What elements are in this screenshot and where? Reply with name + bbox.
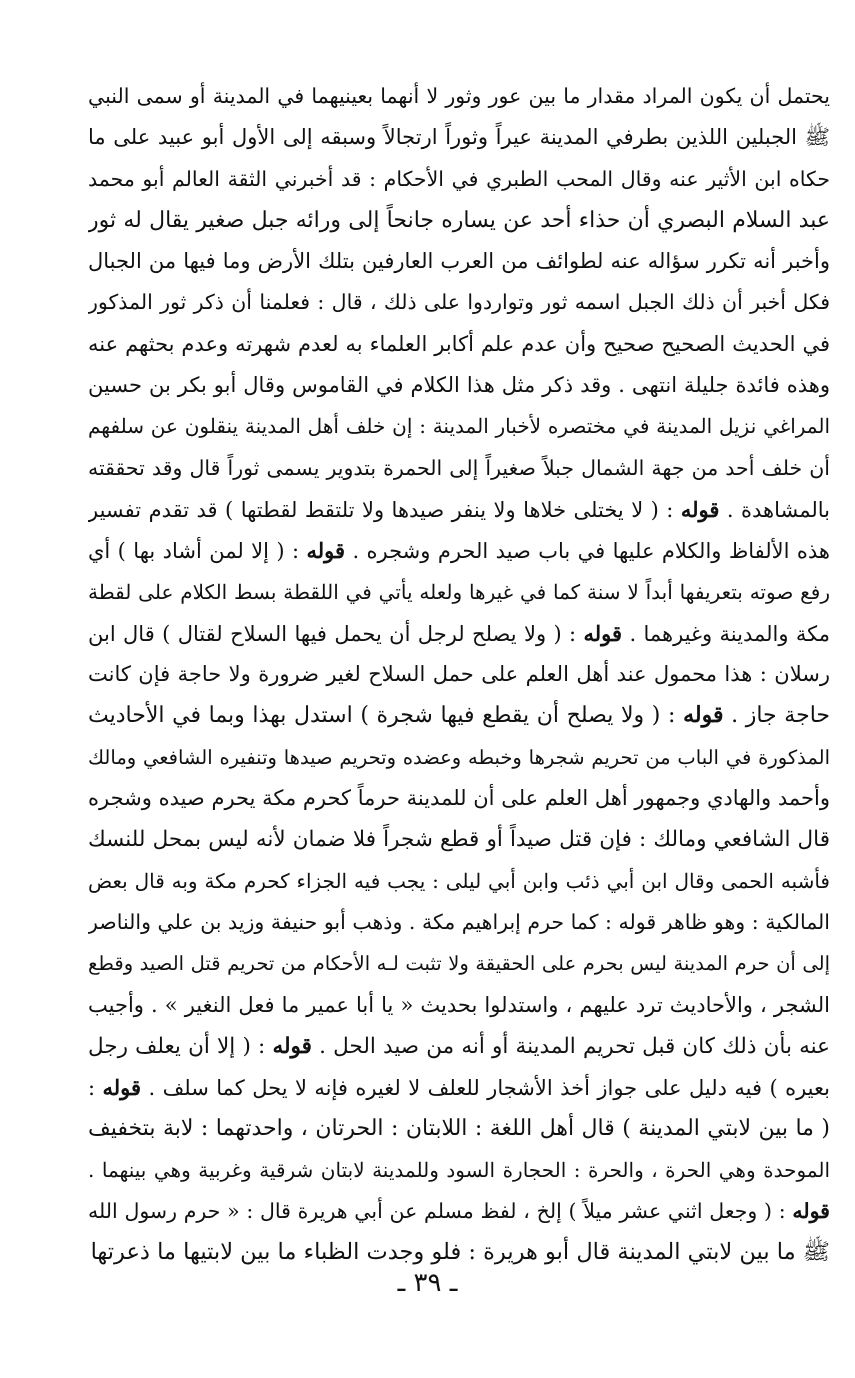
text-line (88, 406, 830, 447)
keyword-qawluh: قوله (102, 1075, 142, 1101)
text-segment: حكاه ابن الأثير عنه وقال المحب الطبري في الأحكام : قد أخبرني الثقة العالم أبو محمد (88, 166, 830, 191)
text-line (88, 159, 830, 200)
keyword-qawluh: قوله (583, 620, 623, 646)
text-segment: هذه الألفاظ والكلام عليها في باب صيد الحرم وشجره . (345, 539, 830, 564)
text-segment: وهذه فائدة جليلة انتهى . وقد ذكر مثل هذا الكلام في القاموس وقال أبو بكر بن حسين (88, 373, 830, 398)
text-segment: الشجر ، والأحاديث ترد عليهم ، واستدلوا بحديث « يا أبا عمير ما فعل النغير » . وأجيب (88, 992, 830, 1017)
text-line (88, 1067, 830, 1108)
text-segment: : ( إلا أن يعلف رجل (88, 1033, 273, 1059)
text-segment: المراغي نزيل المدينة في مختصره لأخبار المدينة : إن خلف أهل المدينة ينقلون عن سلفهم (88, 414, 830, 439)
text-segment: عنه بأن ذلك كان قبل تحريم المدينة أو أنه من صيد الحل . (311, 1033, 830, 1059)
text-segment: بعيره ) فيه دليل على جواز أخذ الأشجار للعلف لا لغيره فإنه لا يحل كما سلف . (141, 1076, 830, 1101)
text-line (88, 819, 830, 860)
text-segment: : ( ولا يصلح أن يقطع فيها شجرة ) استدل بهذا وبما في الأحاديث (88, 703, 684, 729)
text-line (88, 943, 830, 984)
text-segment: أن خلف أحد من جهة الشمال جبلاً صغيراً إلى الحمرة بتدوير يسمى ثوراً قال وقد تحققته (88, 455, 830, 480)
text-line (88, 985, 830, 1026)
text-line (88, 654, 830, 695)
text-segment: قال الشافعي ومالك : فإن قتل صيداً أو قطع شجراً فلا ضمان لأنه ليس بمحل للنسك (88, 827, 830, 853)
text-line (88, 737, 830, 778)
text-segment: وأخبر أنه تكرر سؤاله عنه لطوائف من العرب العارفين بتلك الأرض وما فيها من الجبال (88, 249, 830, 274)
text-segment: الموحدة وهي الحرة ، والحرة : الحجارة السود وللمدينة لابتان شرقية وغربية وهي بينهما . (88, 1157, 830, 1182)
text-segment: ﷺ الجبلين اللذين بطرفي المدينة عيراً وثوراً ارتجالاً وسبقه إلى الأول أبو عبيد على ما (88, 125, 830, 150)
text-line (88, 1191, 830, 1232)
text-segment: ( ما بين لابتي المدينة ) قال أهل اللغة : اللابتان : الحرتان ، واحدتهما : لابة بتخفيف (88, 1116, 830, 1142)
text-line (88, 1108, 830, 1149)
text-line (88, 76, 830, 117)
text-segment: المالكية : وهو ظاهر قوله : كما حرم إبراهيم مكة . وذهب أبو حنيفة وزيد بن علي والناصر (88, 909, 830, 934)
text-line (88, 117, 830, 158)
text-segment: : ( ولا يصلح لرجل أن يحمل فيها السلاح لقتال ) قال ابن (88, 621, 584, 646)
text-segment: في الحديث الصحيح صحيح وأن عدم علم أكابر العلماء به لعدم شهرته وعدم بحثهم عنه (88, 331, 830, 356)
text-segment: : ( إلا لمن أشاد بها ) أي (88, 539, 307, 564)
text-segment: : ( لا يختلى خلاها ولا ينفر صيدها ولا تلتقط لقطتها ) قد تقدم تفسير (88, 497, 681, 522)
text-line (88, 448, 830, 489)
text-line (88, 282, 830, 323)
text-line (88, 572, 830, 613)
text-segment: المذكورة في الباب من تحريم شجرها وخبطه وعضده وتحريم صيدها وتنفيره الشافعي ومالك (88, 745, 830, 769)
text-segment: فكل أخبر أن ذلك الجبل اسمه ثور وتواردوا على ذلك ، قال : فعلمنا أن ذكر ثور المذكور (88, 290, 830, 315)
text-segment: وأحمد والهادي وجمهور أهل العلم على أن للمدينة حرماً كحرم مكة يحرم صيده وشجره (88, 786, 830, 811)
keyword-qawluh: قوله (683, 702, 724, 729)
page-number: ـ ٣٩ ـ (397, 1268, 458, 1298)
keyword-qawluh: قوله (272, 1033, 312, 1059)
text-segment: مكة والمدينة وغيرهما . (622, 621, 830, 646)
text-line (88, 613, 830, 654)
text-line (88, 1026, 830, 1067)
text-line (88, 902, 830, 943)
text-line (88, 365, 830, 406)
text-segment: : (88, 1076, 103, 1101)
text-line (88, 324, 830, 365)
text-segment: عبد السلام البصري أن حذاء أحد عن يساره جانحاً إلى ورائه جبل صغير يقال له ثور (88, 207, 830, 233)
text-segment: ﷺ ما بين لابتي المدينة قال أبو هريرة : فلو وجدت الظباء ما بين لابتيها ما ذعرتها (90, 1239, 830, 1266)
text-segment: حاجة جاز . (723, 703, 830, 729)
text-line (88, 1150, 830, 1191)
text-line (88, 530, 830, 571)
keyword-qawluh: قوله (792, 1199, 830, 1224)
text-line (88, 200, 830, 241)
text-segment: يحتمل أن يكون المراد مقدار ما بين عور وثور لا أنهما بعينيهما في المدينة أو سمى النبي (88, 84, 830, 108)
text-line (88, 489, 830, 530)
page-body (88, 76, 830, 1274)
text-segment: بالمشاهدة . (719, 497, 830, 522)
text-line (88, 778, 830, 819)
text-segment: فأشبه الحمى وقال ابن أبي ذئب وابن أبي ليلى : يجب فيه الجزاء كحرم مكة وبه قال بعض (88, 868, 830, 893)
keyword-qawluh: قوله (306, 538, 346, 564)
text-line (88, 241, 830, 282)
text-segment: : ( وجعل اثني عشر ميلاً ) إلخ ، لفظ مسلم عن أبي هريرة قال : « حرم رسول الله (88, 1199, 793, 1224)
text-segment: رسلان : هذا محمول عند أهل العلم على حمل السلاح لغير ضرورة ولا حاجة فإن كانت (88, 662, 830, 687)
keyword-qawluh: قوله (680, 496, 720, 522)
text-segment: إلى أن حرم المدينة ليس بحرم على الحقيقة ولا تثبت لـه الأحكام من تحريم قتل الصيد وقطع (88, 952, 830, 976)
text-line (88, 695, 830, 736)
text-line (88, 861, 830, 902)
text-segment: رفع صوته بتعريفها أبداً لا سنة كما في غيرها ولعله يأتي في اللقطة بسط الكلام على لقطة (88, 579, 830, 604)
